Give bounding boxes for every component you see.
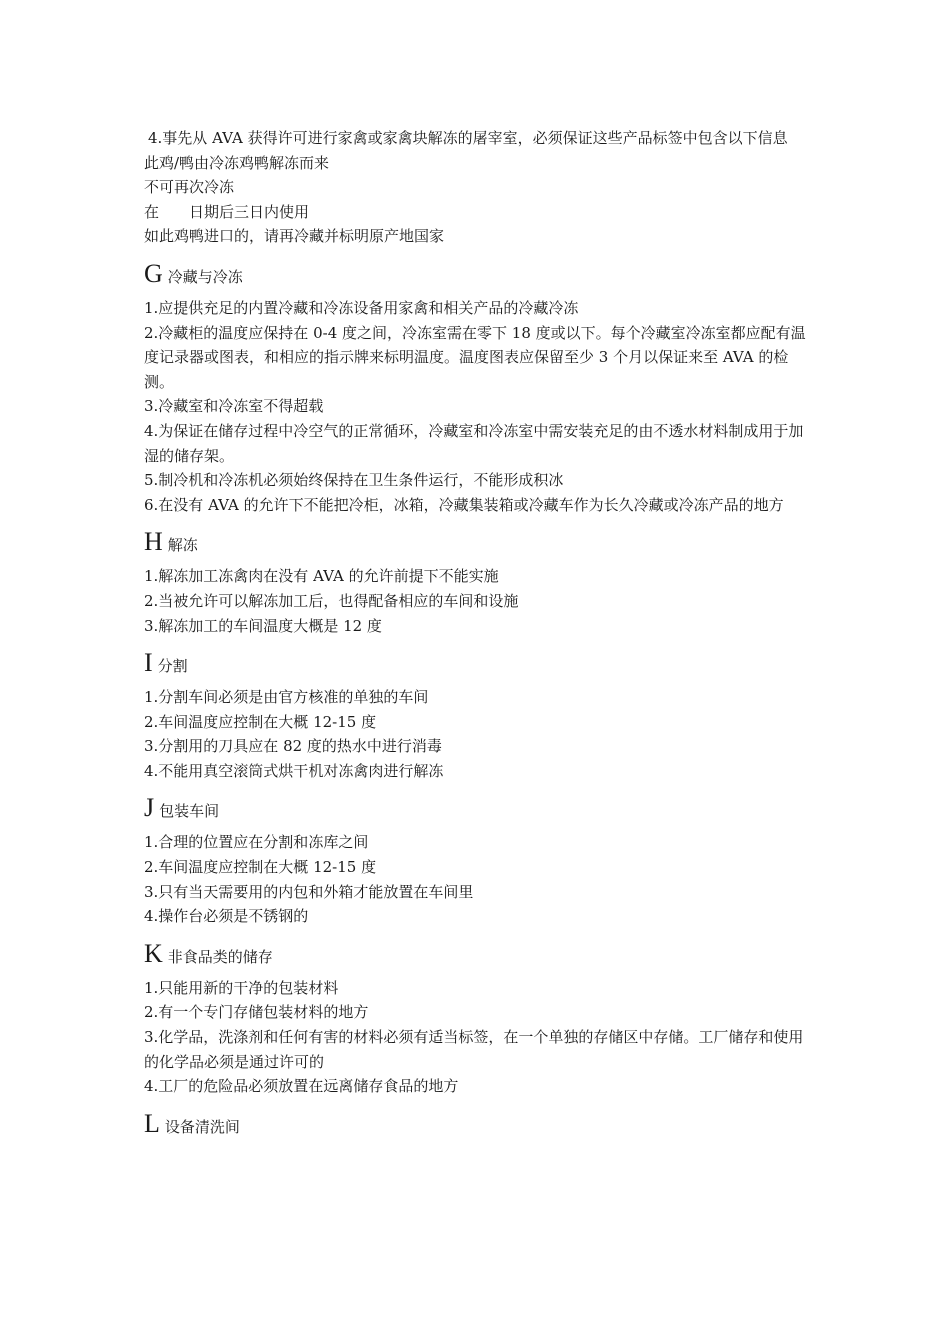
section-i <box>144 645 809 783</box>
section-h <box>144 524 809 638</box>
list-item: 1.只能用新的干净的包装材料 <box>144 978 339 997</box>
section-j <box>144 790 809 928</box>
section-title: 非食品类的储存 <box>167 947 273 966</box>
section-heading <box>144 790 809 826</box>
section-title: 冷藏与冷冻 <box>167 267 243 286</box>
section-letter: L <box>144 1108 160 1138</box>
intro-date-prefix: 在 <box>144 202 160 221</box>
section-title: 分割 <box>157 657 188 676</box>
list-item: 2.当被允许可以解冻加工后，也得配备相应的车间和设施 <box>144 591 519 610</box>
section-heading <box>144 936 809 972</box>
list-item: 2.有一个专门存储包装材料的地方 <box>144 1003 369 1022</box>
section-title: 包装车间 <box>159 802 220 821</box>
list-item: 3.解冻加工的车间温度大概是 12 度 <box>144 616 382 635</box>
section-heading <box>144 1106 809 1142</box>
list-item: 1.解冻加工冻禽肉在没有 AVA 的允许前提下不能实施 <box>144 567 499 586</box>
intro-label-line: 此鸡/鸭由冷冻鸡鸭解冻而来 <box>144 153 330 172</box>
section-l <box>144 1106 809 1142</box>
list-item: 1.合理的位置应在分割和冻库之间 <box>144 833 369 852</box>
list-item: 4.工厂的危险品必须放置在远离储存食品的地方 <box>144 1077 459 1096</box>
list-item: 5.制冷机和冷冻机必须始终保持在卫生条件运行，不能形成积冰 <box>144 471 564 490</box>
section-heading <box>144 645 809 681</box>
section-letter: K <box>144 938 163 968</box>
section-letter: J <box>144 793 155 823</box>
section-heading <box>144 524 809 560</box>
list-item: 3.分割用的刀具应在 82 度的热水中进行消毒 <box>144 737 442 756</box>
list-item: 1.应提供充足的内置冷藏和冷冻设备用家禽和相关产品的冷藏冷冻 <box>144 298 579 317</box>
list-item: 6.在没有 AVA 的允许下不能把冷柜，冰箱，冷藏集装箱或冷藏车作为长久冷藏或冷冻产品的地方 <box>144 495 784 514</box>
intro-date-suffix: 日期后三日内使用 <box>189 202 310 221</box>
list-item: 4.为保证在储存过程中冷空气的正常循环，冷藏室和冷冻室中需安装充足的由不透水材料制成用于加湿的储存架。 <box>144 421 804 465</box>
list-item: 3.化学品，洗涤剂和任何有害的材料必须有适当标签，在一个单独的存储区中存储。工厂储存和使用的化学品必须是通过许可的 <box>144 1028 804 1071</box>
section-title: 解冻 <box>167 536 198 555</box>
section-letter: I <box>144 648 153 678</box>
intro-label-line: 如此鸡鸭进口的，请再冷藏并标明原产地国家 <box>144 227 445 246</box>
intro-paragraph: 4.事先从 AVA 获得许可进行家禽或家禽块解冻的屠宰室，必须保证这些产品标签中包含以下信息 <box>148 129 788 147</box>
section-heading <box>144 256 809 292</box>
section-title: 设备清洗间 <box>164 1117 240 1136</box>
list-item: 3.冷藏室和冷冻室不得超载 <box>144 397 324 416</box>
list-item: 2.车间温度应控制在大概 12-15 度 <box>144 858 377 877</box>
list-item: 2.车间温度应控制在大概 12-15 度 <box>144 712 377 731</box>
list-item: 3.只有当天需要用的内包和外箱才能放置在车间里 <box>144 882 474 901</box>
intro-label-line: 不可再次冷冻 <box>144 178 235 197</box>
intro-block <box>144 126 809 249</box>
list-item: 2.冷藏柜的温度应保持在 0-4 度之间，冷冻室需在零下 18 度或以下。每个冷藏室冷冻室都应配有温度记录器或图表，和相应的指示牌来标明温度。温度图表应保留至少 3 个月以保证来至 AVA 的检测。 <box>144 323 806 391</box>
list-item: 4.操作台必须是不锈钢的 <box>144 907 309 926</box>
section-letter: H <box>144 527 163 557</box>
list-item: 4.不能用真空滚筒式烘干机对冻禽肉进行解冻 <box>144 761 444 780</box>
section-g <box>144 256 809 517</box>
intro-label-line <box>144 200 809 225</box>
list-item: 1.分割车间必须是由官方核准的单独的车间 <box>144 688 429 707</box>
section-k <box>144 936 809 1099</box>
section-letter: G <box>144 258 163 288</box>
document-page <box>144 126 809 1146</box>
